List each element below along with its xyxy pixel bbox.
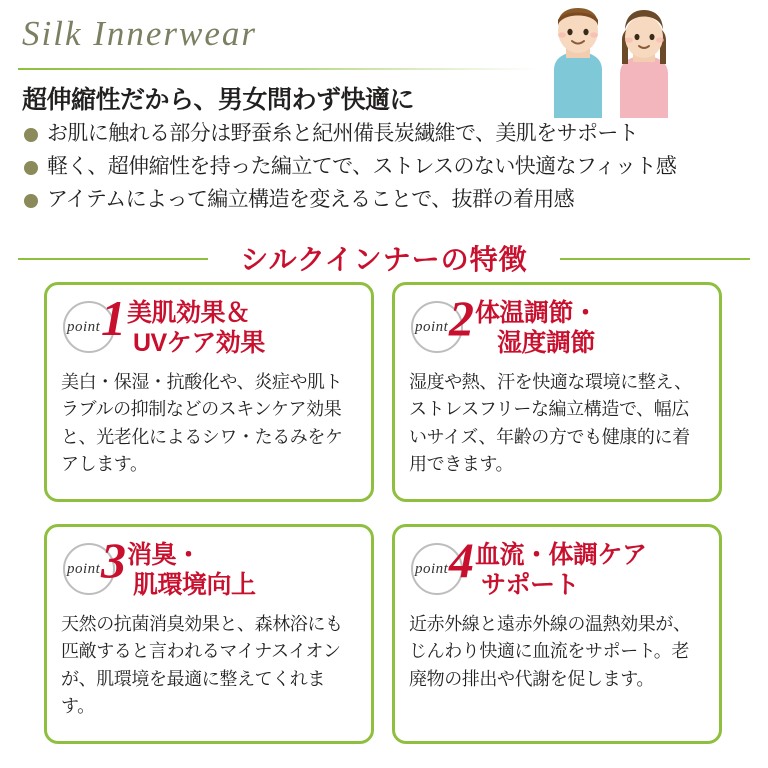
point-label: point	[415, 561, 449, 577]
card-title-line2: 肌環境向上	[133, 570, 256, 599]
feature-card-grid	[44, 282, 726, 744]
bullet-dot-icon	[24, 194, 38, 208]
feature-card-3	[44, 524, 374, 744]
point-label: point	[67, 319, 101, 335]
card-header	[61, 532, 357, 607]
card-title-line2: UVケア効果	[133, 328, 265, 357]
page-header	[0, 0, 768, 78]
point-number: 4	[449, 532, 474, 588]
card-title	[475, 297, 598, 358]
list-item	[24, 155, 754, 179]
bullet-dot-icon	[24, 161, 38, 175]
point-number: 3	[101, 532, 126, 588]
bullet-text: 軽く、超伸縮性を持った編立てで、ストレスのない快適なフィット感	[47, 155, 677, 179]
point-badge-icon	[61, 290, 127, 357]
brand-title: Silk Innerwear	[22, 14, 258, 53]
point-badge-icon	[409, 532, 475, 599]
card-body: 近赤外線と遠赤外線の温熱効果が、じんわり快適に血流をサポート。老廃物の排出や代謝を促します。	[409, 614, 691, 689]
card-body: 美白・保湿・抗酸化や、炎症や肌トラブルの抑制などのスキンケア効果と、光老化によるシワ・たるみをケアします。	[61, 372, 343, 475]
section-header	[0, 238, 768, 278]
card-title-line2: サポート	[481, 570, 580, 599]
bullet-dot-icon	[24, 128, 38, 142]
list-item	[24, 122, 754, 146]
bullet-text: お肌に触れる部分は野蚕糸と紀州備長炭繊維で、美肌をサポート	[47, 122, 639, 145]
card-title-line1: 美肌効果＆	[127, 299, 250, 327]
point-badge-icon	[409, 290, 475, 357]
card-header	[409, 532, 705, 607]
card-title	[475, 539, 647, 600]
card-title	[127, 539, 256, 600]
feature-card-2	[392, 282, 722, 502]
lead-headline: 超伸縮性だから、男女問わず快適に	[22, 86, 415, 114]
point-badge-icon	[61, 532, 127, 599]
card-header	[61, 290, 357, 365]
point-number: 1	[101, 290, 126, 346]
point-label: point	[67, 561, 101, 577]
point-label: point	[415, 319, 449, 335]
feature-card-4	[392, 524, 722, 744]
section-title: シルクインナーの特徴	[240, 244, 528, 275]
card-body: 天然の抗菌消臭効果と、森林浴にも匹敵すると言われるマイナスイオンが、肌環境を最適に整えてくれます。	[61, 614, 343, 717]
feature-card-1	[44, 282, 374, 502]
header-divider	[18, 68, 538, 70]
point-number: 2	[449, 290, 474, 346]
list-item	[24, 188, 754, 212]
bullet-text: アイテムによって編立構造を変えることで、抜群の着用感	[47, 188, 575, 212]
card-body: 湿度や熱、汗を快適な環境に整え、ストレスフリーな編立構造で、幅広いサイズ、年齢の方でも健康的に着用できます。	[409, 372, 692, 475]
couple-illustration-icon	[536, 4, 726, 119]
card-title	[127, 297, 265, 358]
lead-bullet-list	[24, 122, 754, 221]
card-header	[409, 290, 705, 365]
card-title-line1: 消臭・	[127, 541, 201, 569]
card-title-line1: 体温調節・	[475, 299, 598, 327]
card-title-line2: 湿度調節	[497, 328, 596, 357]
card-title-line1: 血流・体調ケア	[475, 541, 647, 569]
